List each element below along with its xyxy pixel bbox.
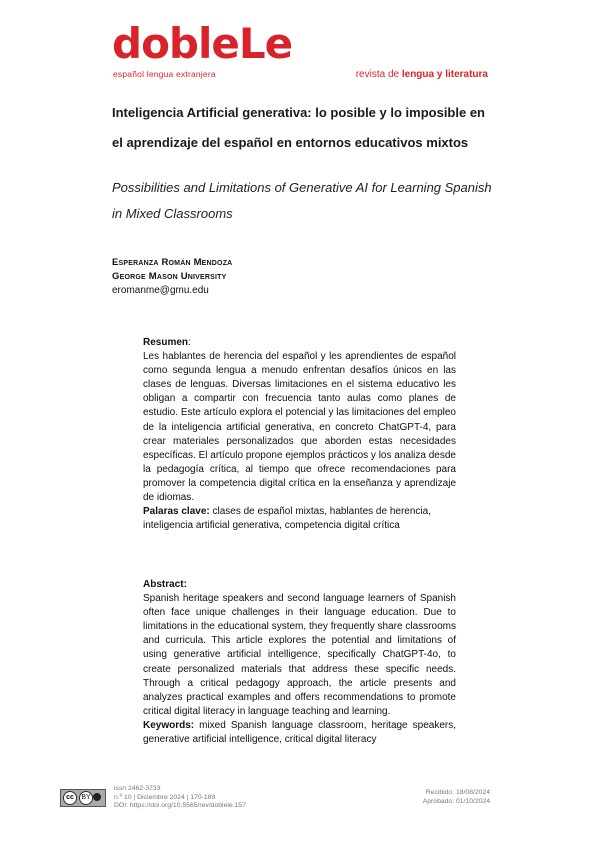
resumen-keywords [143, 505, 456, 533]
footer-received: Recibido: 18/08/2024 [425, 789, 490, 796]
resumen-heading-line [143, 336, 456, 350]
title-spanish: Inteligencia Artificial generativa: lo posible y lo imposible en el aprendizaje del español en entornos educativos mixtos [112, 105, 485, 150]
title-english: Possibilities and Limitations of Generative AI for Learning Spanish in Mixed Classrooms [112, 180, 492, 221]
footer-approved: Aprobado: 01/10/2024 [422, 797, 490, 805]
footer-issue: n.º 10 | Diciembre 2024 | 170-189 [114, 793, 216, 801]
footer-dates [423, 789, 490, 806]
author-email[interactable]: eromanme@gmu.edu [112, 285, 209, 296]
journal-tagline-prefix: revista de [355, 69, 402, 80]
journal-tagline [356, 69, 488, 80]
logo-subtitle: español lengua extranjera [113, 69, 216, 79]
resumen-heading: Resumen [143, 337, 189, 348]
footer-doi[interactable]: DOI: https://doi.org/10.5565/rev/doblele.157 [114, 802, 246, 810]
resumen-section [143, 336, 456, 533]
abstract-heading: Abstract: [143, 579, 187, 590]
abstract-keywords-text: mixed Spanish language classroom, heritage speakers, generative artificial intelligence, critical digital literacy [143, 719, 456, 746]
abstract-body: Spanish heritage speakers and second language learners of Spanish often face unique challenges in their language education. Due to limitations in the educational system, they frequently share classrooms and curricula. This article explores the potential and limitations of using generative artificial intelligence, specifically ChatGPT-4o, to create personalized materials that address these specific needs. Through a critical pedagogy approach, the article presents and analyzes practical examples and offers recommendations to promote critical digital literacy in language teaching and learning. [143, 593, 456, 717]
by-icon: BY [79, 791, 93, 805]
journal-tagline-strong: lengua y literatura [401, 69, 488, 80]
cc-license-badge[interactable] [60, 789, 106, 807]
author-affiliation: George Mason University [112, 271, 227, 282]
footer-publication-info [114, 785, 246, 811]
abstract-keywords-label: Keywords: [143, 719, 195, 731]
logo-wordmark: dobleLe [112, 19, 293, 68]
resumen-keywords-label: Palaras clave: [143, 506, 210, 518]
cc-icon: cc [63, 791, 77, 805]
resumen-keywords-text: clases de español mixtas, hablantes de herencia, inteligencia artificial generativa, competencia digital crítica [143, 506, 431, 532]
resumen-body: Les hablantes de herencia del español y les aprendientes de español como segunda lengua a menudo enfrentan desafíos únicos en las clases de lenguas. Diversas limitaciones en el sistema educativo les obligan a compartir con frecuencia tanto aulas como planes de estudio. Este artículo explora el potencial y las limitaciones del empleo de la inteligencia artificial generativa, en concreto ChatGPT-4, para crear materiales personalizados que aborden estas necesidades específicas. El artículo propone ejemplos prácticos y los analiza desde la pedagogía crítica, al tiempo que ofrece recomendaciones para promover la competencia digital crítica en la enseñanza y aprendizaje de idiomas. [143, 351, 456, 504]
journal-logo [112, 19, 293, 82]
resumen-heading-colon: : [188, 337, 191, 348]
abstract-keywords [143, 719, 456, 747]
abstract-section [143, 578, 456, 747]
author-block [112, 256, 232, 298]
attribution-person-icon [93, 793, 101, 801]
author-name: Esperanza Román Mendoza [112, 257, 233, 268]
footer-issn: issn 2462-3733 [114, 785, 161, 792]
